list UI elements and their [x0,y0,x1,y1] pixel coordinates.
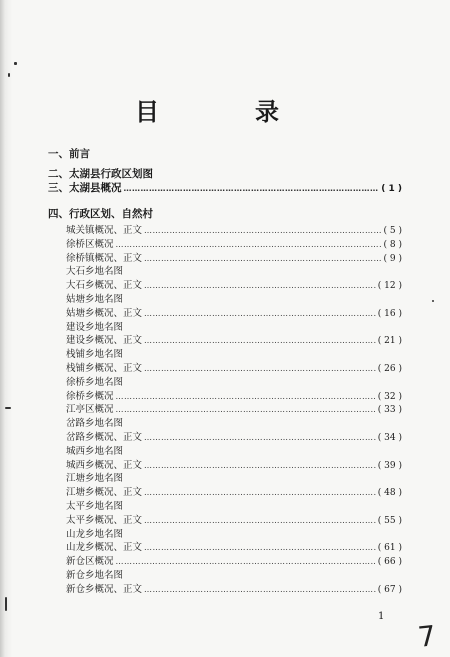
entry-label: 城西乡概况、正文 [66,459,143,471]
leader-dots [144,307,376,321]
entry-label: 大石乡概况、正文 [66,280,143,292]
handwritten-mark: 7 [416,619,438,654]
leader-dots [116,403,376,417]
page-ref: ( 67 ) [377,584,402,595]
entry-label: 城西乡地名图 [66,445,124,457]
toc-entry [66,528,402,542]
entry-label: 徐桥乡地名图 [66,376,124,388]
section-label: 三、太湖县概况 [48,182,122,194]
leader-dots [116,390,376,404]
entry-label: 新仓区概况 [66,556,114,568]
leader-dots [144,334,376,348]
leader-dots [144,362,376,376]
toc-entry [66,541,402,555]
toc-entry [66,334,402,348]
leader-dots [144,583,376,597]
entry-label: 栈铺乡概况、正文 [66,363,143,374]
page-ref: ( 16 ) [377,308,402,319]
toc-entry [66,293,402,307]
toc-entry [66,417,402,431]
leader-dots [144,224,382,238]
leader-dots [144,514,376,528]
leader-dots [144,541,376,555]
entry-label: 徐桥乡概况 [66,390,114,402]
toc-entry [66,486,402,500]
entry-label: 岔路乡地名图 [66,418,124,430]
page-ref: ( 33 ) [377,405,402,416]
toc-entry [66,376,402,390]
entry-label: 岔路乡概况、正文 [66,432,143,443]
page-ref: ( 12 ) [377,281,402,292]
page-title: 目 录 [135,97,315,126]
toc-section-map [48,167,402,181]
toc-entry [66,445,402,459]
entry-label: 江塘乡概况、正文 [66,487,143,499]
section-label: 一、前言 [48,148,90,160]
page-ref: ( 26 ) [377,364,402,374]
toc-entry [66,403,402,417]
page-ref: ( 9 ) [383,253,402,264]
leader-dots [144,431,376,445]
toc-entry [66,252,402,266]
page-ref: ( 48 ) [377,488,402,499]
page-ref: ( 21 ) [377,336,402,347]
toc-entry [66,348,402,362]
leader-dots [116,238,382,252]
scan-speck [432,300,434,302]
section-label: 二、太湖县行政区划图 [48,168,153,180]
leader-dots [144,279,376,293]
toc-entry [66,583,402,597]
leader-dots [144,459,376,473]
leader-dots [144,486,376,500]
toc-entry [66,307,402,321]
entry-label: 江塘乡地名图 [66,473,124,485]
toc-entry [66,472,402,486]
entry-label: 新仓乡地名图 [66,570,124,581]
toc-entry [66,569,402,583]
toc-entry [66,321,402,335]
entry-label: 建设乡地名图 [66,321,124,333]
entry-label: 江亭区概况 [66,404,114,416]
entry-label: 新仓乡概况、正文 [66,583,143,595]
scan-speck [5,407,11,409]
page-ref: ( 5 ) [383,226,402,236]
entry-label: 大石乡地名图 [66,266,124,278]
entry-label: 太平乡概况、正文 [66,514,143,526]
entry-label: 徐桥区概况 [66,238,114,250]
leader-dots [116,555,376,569]
toc-entry [66,390,402,404]
leader-dots [144,252,382,266]
entry-label: 栈铺乡地名图 [66,349,124,361]
page-ref: ( 55 ) [377,515,402,526]
entry-label: 建设乡概况、正文 [66,335,143,347]
page-ref: ( 61 ) [377,543,402,554]
entry-label: 太平乡地名图 [66,501,124,512]
toc-entry [66,459,402,473]
toc-entry [66,279,402,293]
page-ref: ( 8 ) [383,239,402,250]
toc-entry [66,238,402,252]
scan-speck [5,597,7,611]
scan-speck [14,62,17,65]
page-ref: ( 32 ) [377,391,402,402]
toc-entry [66,362,402,376]
page-ref: ( 1 ) [381,184,402,194]
entry-label: 姑塘乡概况、正文 [66,307,143,319]
entry-label: 徐桥镇概况、正文 [66,252,143,264]
entry-label: 山龙乡概况、正文 [66,542,143,554]
page-ref: ( 39 ) [377,460,402,471]
page-number: 1 [378,611,385,622]
toc-section-divisions [48,207,402,221]
toc-section-overview [48,181,402,195]
section-label: 四、行政区划、自然村 [48,208,153,220]
page-ref: ( 34 ) [377,433,402,443]
leader-dots [124,182,380,196]
toc-entry [66,514,402,528]
toc-entry [66,500,402,514]
page-ref: ( 66 ) [377,557,402,568]
toc-entry [66,224,402,238]
toc-section-preface [48,147,402,161]
toc-entry [66,265,402,279]
entry-label: 姑塘乡地名图 [66,294,124,305]
entry-label: 山龙乡地名图 [66,528,124,540]
toc-entry [66,431,402,445]
scan-speck [8,73,10,77]
toc-entry [66,555,402,569]
entry-label: 城关镇概况、正文 [66,225,143,236]
